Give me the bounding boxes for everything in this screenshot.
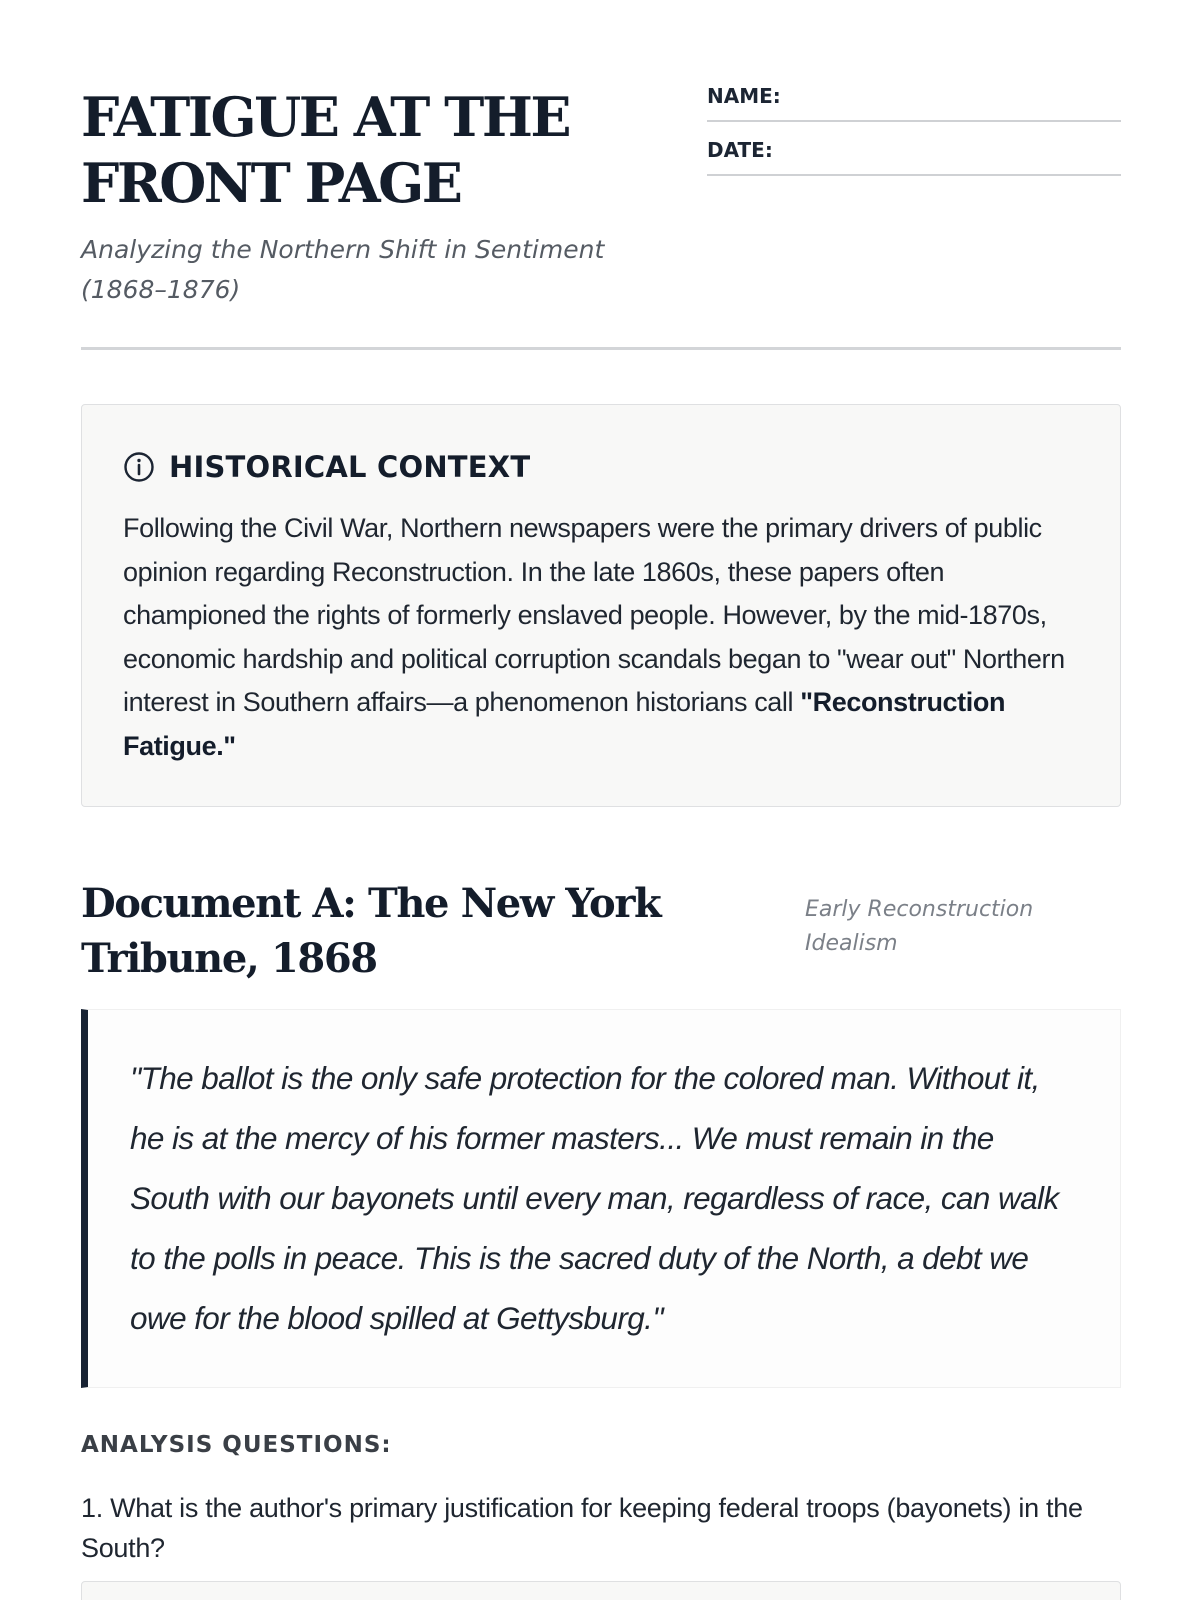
info-icon (123, 451, 155, 483)
quote-text: "The ballot is the only safe protection for the colored man. Without it, he is at the mercy of his former masters... We must remain in the South with our bayonets until every man, regardless of race, can walk to the polls in peace. This is the sacred duty of the North, a debt we owe for the blood spilled at Gettysburg." (130, 1060, 1059, 1336)
context-body (123, 507, 1079, 768)
page-subtitle: Analyzing the Northern Shift in Sentiment (1868–1876) (81, 235, 605, 304)
context-emphasis: "Reconstruction Fatigue." (123, 687, 1006, 761)
header-divider (81, 347, 1121, 350)
document-a-quote (81, 1009, 1121, 1388)
header (81, 84, 1121, 354)
context-title: HISTORICAL CONTEXT (169, 450, 531, 484)
context-heading (123, 445, 1079, 489)
date-field[interactable] (707, 138, 1121, 176)
document-a-tag: Early Reconstruction Idealism (805, 897, 1034, 956)
context-text: Following the Civil War, Northern newspapers were the primary drivers of public opinion regarding Reconstruction. In the late 1860s, these papers often championed the rights of formerly enslaved people. However, by the mid-1870s, economic hardship and political corruption scandals began to "wear out" Northern interest in Southern affairs—a phenomenon historians call (123, 513, 1065, 717)
historical-context-box (81, 404, 1121, 807)
date-label: DATE: (707, 138, 773, 162)
name-label: NAME: (707, 84, 781, 108)
analysis-questions-label: ANALYSIS QUESTIONS: (81, 1432, 392, 1458)
document-a-title: Document A: The New York Tribune, 1868 (81, 880, 661, 982)
page-title: FATIGUE AT THE FRONT PAGE (81, 85, 570, 215)
answer-box-1[interactable] (81, 1581, 1121, 1600)
name-field[interactable] (707, 84, 1121, 122)
question-1: 1. What is the author's primary justification for keeping federal troops (bayonets) in the South? (81, 1493, 1083, 1563)
